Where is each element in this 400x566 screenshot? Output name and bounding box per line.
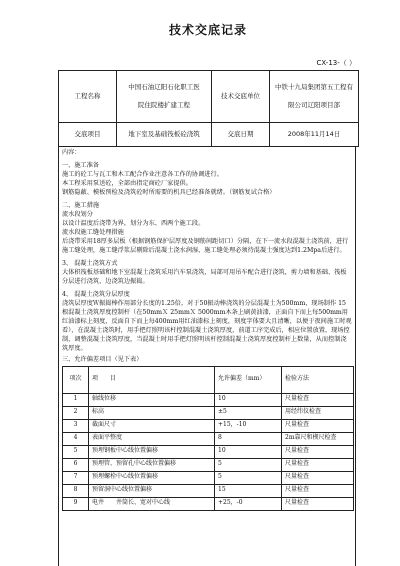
unit-label: 技术交底单位 <box>212 71 270 123</box>
table-row <box>63 432 354 445</box>
cell-item: 电井 井筒长、宽对中心线 <box>89 497 215 510</box>
cell-index: 1 <box>63 393 89 406</box>
date-value: 2008年11月14日 <box>270 123 359 147</box>
cell-index: 3 <box>63 419 89 432</box>
section-layer-title: 4、 混凝土浇筑分层厚度 <box>62 290 130 298</box>
content-label: 内容： <box>62 149 81 156</box>
cell-tolerance: 5 <box>215 471 282 484</box>
cell-tolerance: 5 <box>215 458 282 471</box>
section-pour-method-text: 大体积筏板基础和地下室混凝土浇筑采用汽车泵浇筑，局部可用吊车配合进行浇筑，剪力墙和基础、筏板分层进行浇筑，边浇筑边振捣。 <box>62 268 347 285</box>
section-measures-a: 流水段划分 <box>62 210 93 218</box>
cell-method: 尺量检查 <box>282 419 354 432</box>
cell-method: 尺量检查 <box>282 497 354 510</box>
col-header-method: 检验方法 <box>282 366 354 393</box>
cell-index: 6 <box>63 458 89 471</box>
content-section <box>58 147 356 566</box>
table-row <box>63 393 354 406</box>
cell-item: 表面平整度 <box>89 432 215 445</box>
tolerance-header-row <box>63 366 354 393</box>
cell-index: 4 <box>63 432 89 445</box>
section-prep-p1: 施工的砼工与瓦工和木工配合作业注意各工作的协调进行。 <box>62 170 223 178</box>
item-value: 地下室及基础筏板砼浇筑 <box>117 123 212 147</box>
cell-method: 尺量检查 <box>282 445 354 458</box>
cell-tolerance: +25，-0 <box>215 497 282 510</box>
section-prep-p3: 钢筋隐蔽、模板预检及浇筑砼时所需要的机具已经准备就绪。（钢筋复试合格） <box>62 188 276 196</box>
cell-tolerance: ±5 <box>215 406 282 419</box>
cell-index: 9 <box>63 497 89 510</box>
project-name <box>117 71 212 123</box>
cell-tolerance: +15，-10 <box>215 419 282 432</box>
document-number: CX-13-（ ） <box>316 59 356 67</box>
cell-item: 预留洞中心线位置偏移 <box>89 484 215 497</box>
unit-name-line1: 中铁十九局集团第五工程有 <box>275 83 353 92</box>
section-measures-b: 流水段施工缝处理措施 <box>62 228 124 236</box>
cell-item: 预埋钢板中心线位置偏移 <box>89 445 215 458</box>
cell-method: 尺量检查 <box>282 393 354 406</box>
section-prep-p2: 本工程采用泵送砼，全部由指定商砼厂家提供。 <box>62 179 192 187</box>
project-label: 工程名称 <box>59 71 117 123</box>
project-name-line2: 院住院楼扩建工程 <box>138 100 190 109</box>
table-row <box>63 484 354 497</box>
table-row <box>63 419 354 432</box>
date-label: 交底日期 <box>212 123 270 147</box>
cell-method: 尺量检查 <box>282 484 354 497</box>
section-measures-a-text: 以设计温度后浇带为界，划分为东、西两个施工段。 <box>62 219 205 227</box>
col-header-item: 项 目 <box>89 366 215 393</box>
cell-method: 用经纬仪检查 <box>282 406 354 419</box>
cell-tolerance: 8 <box>215 432 282 445</box>
project-name-line1: 中国石油辽阳石化职工医 <box>128 83 200 92</box>
cell-index: 5 <box>63 445 89 458</box>
cell-item: 预埋管、预留孔中心线位置偏移 <box>89 458 215 471</box>
section-measures-b-text: 后浇带采用18厚多层板（根据钢筋保护层厚度及钢筋间距切口）分隔，在下一流水段混凝土浇筑前，进行施工缝处理，施工缝浮浆层剔除后混凝土浇水润湿，施工缝处理必须待混凝土强度达到1.2Mpa后进行。 <box>62 237 349 254</box>
cell-tolerance: 10 <box>215 393 282 406</box>
table-row <box>63 445 354 458</box>
table-row <box>63 406 354 419</box>
section-prep-title: 一、施工准备 <box>62 161 100 169</box>
section-layer-text: 浇筑层厚度Ｗ振捣棒作用部分长度的1.25倍，对于50振动棒浇筑的分层混凝土为500mm，现场制作 15根混凝土浇筑厚度控制杆（在50mmＸ 25mmＸ 5000mm木条上刷黄油漆，正面自下而上每500mm用红油漆标上刻度，反面自下而上每400mm用红油漆标上刻度，刻度字体要大且清晰，以便于夜间施工时观看），在混凝土浇筑时，用手把灯照明该杆控制混凝土浇筑厚度，前道工序完成后，相应位置放置，现场控制，调整混凝土浇筑厚度，当混凝土时用手把灯照明该杆控制混凝土浇筑厚度控制杆上数量，从而控制浇筑厚度。 <box>62 299 352 352</box>
cell-tolerance: 15 <box>215 484 282 497</box>
section-pour-method-title: 3、 混凝土浇筑方式 <box>62 259 118 267</box>
section-tolerance-title: 三、允许偏差项目（见下表） <box>62 355 143 363</box>
cell-index: 8 <box>63 484 89 497</box>
table-row <box>63 458 354 471</box>
cell-index: 7 <box>63 471 89 484</box>
cell-item: 截面尺寸 <box>89 419 215 432</box>
cell-item: 预埋螺栓中心线位置偏移 <box>89 471 215 484</box>
unit-name-line2: 限公司辽阳项目部 <box>288 100 340 109</box>
item-label: 交底项目 <box>59 123 117 147</box>
cell-method: 2m靠尺和楔尺检查 <box>282 432 354 445</box>
cell-item: 标高 <box>89 406 215 419</box>
col-header-index: 项次 <box>63 366 89 393</box>
unit-name <box>270 71 359 123</box>
table-row <box>63 497 354 510</box>
section-measures-title: 二、施工措施 <box>62 201 100 209</box>
cell-method: 尺量检查 <box>282 458 354 471</box>
cell-item: 轴线位移 <box>89 393 215 406</box>
cell-index: 2 <box>63 406 89 419</box>
cell-tolerance: 10 <box>215 445 282 458</box>
table-row <box>63 471 354 484</box>
tolerance-table <box>62 366 354 511</box>
document-title: 技术交底记录 <box>168 23 247 37</box>
cell-method: 尺量检查 <box>282 471 354 484</box>
col-header-tolerance: 允许偏差（mm） <box>215 366 282 393</box>
header-table <box>58 70 359 147</box>
